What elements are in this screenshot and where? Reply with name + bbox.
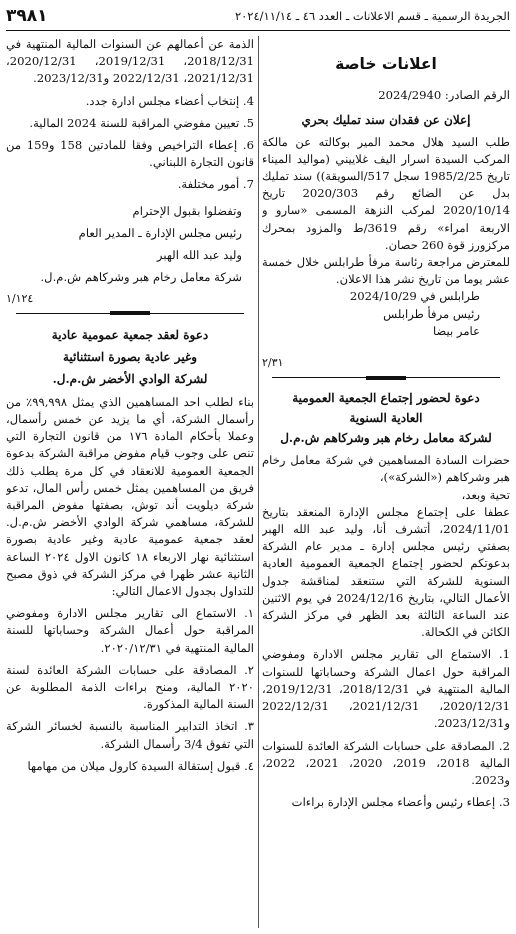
agenda-item: 2. المصادقة على حسابات الشركة العائدة للسنوات المالية 2018، 2019، 2020، 2021، 2022، و2023. — [262, 738, 510, 787]
closing-text: وتفضلوا بقبول الإحترام — [132, 203, 242, 218]
separator-rule — [16, 313, 244, 314]
agenda-item: ٢. المصادقة على حسابات الشركة العائدة لسنة ٢٠٢٠ المالية، ومنح براءات الذمة المطلوبة عن السنة المالية المذكورة. — [6, 662, 254, 712]
right-column — [262, 36, 510, 934]
announcement-number: ١/١٢٤ — [6, 291, 34, 305]
title-line: لشركة معامل رخام هبر وشركاهم ش.م.ل — [280, 431, 492, 446]
title-line: دعوة لعقد جمعية عمومية عادية — [51, 327, 209, 342]
signature-name: وليد عبد الله الهبر — [156, 247, 242, 262]
signature-block — [6, 200, 242, 288]
section-title: اعلانات خاصة — [335, 55, 437, 73]
signature-date: طرابلس في 2024/10/29 — [349, 289, 480, 304]
page-number: ٣٩٨١ — [6, 6, 48, 26]
header-rule — [6, 30, 510, 31]
agenda-item: 5. تعيين مفوضي المراقبة للسنة 2024 المالية. — [29, 115, 254, 130]
announcement-body: عطفا على إجتماع مجلس الإدارة المنعقد بتاريخ 2024/11/01، أتشرف أنا، وليد عبد الله الهبر بصفتي رئيس مجلس إدارة ـ مدير عام الشركة بدعوتكم لحضور إجتماع الجمعية العمومية العادية السنوية للشركة التي ستنعقد لمناقشة جدول الأعمال التالي، بتاريخ 2024/12/16 في يوم الاثنين عند الساعة الثالثة بعد الظهر في مركز الشركة الكائن في الكحالة. — [262, 504, 510, 640]
announcement-title — [6, 324, 254, 390]
announcement-intro: حضرات السادة المساهمين في شركة معامل رخام هبر وشركاهم («الشركة»)، — [262, 453, 510, 485]
separator-rule — [272, 377, 500, 378]
agenda-item: 6. إعطاء التراخيص وفقا للمادتين 158 و159 من قانون التجارة اللبناني. — [6, 138, 254, 170]
signature-company: شركة معامل رخام هبر وشركاهم ش.م.ل. — [40, 269, 242, 284]
announcement-body: طلب السيد هلال محمد المير بوكالته عن مالكة المركب السيدة اسرار اليف غلاييني (مواليد الميناء تاريخ 1985/2/25 سجل 517/السويقة)) سند تمليك بدل عن الضائع رقم 2020/303 تاريخ 2020/10/14 لمركب النزهة المسمى «سارو و الاربعة امراء» رقم 3619/ط والمزود بمحرك مركزورز قوة 260 حصان. — [262, 134, 510, 252]
page-header — [6, 4, 510, 28]
title-line: لشركة الوادي الأخضر ش.م.ل. — [52, 371, 208, 386]
title-line: العادية السنوية — [349, 411, 423, 426]
title-line: دعوة لحضور إجتماع الجمعية العمومية — [292, 391, 480, 406]
announcement-body: بناء لطلب احد المساهمين الذي يمثل ٩٩,٩٩٨٪ من رأسمال الشركة، أي ما يزيد عن خمس رأسمال، وعملا بأحكام المادة ١٧٦ من قانون التجارة التي تنص على وجوب قيام مفوض مراقبة الشركة بدعوة الجمعية العمومية للانعقاد في كل مرة يطلب ذلك فريق من المساهمين يمثل خمس رأس المال، تدعو شركة ديلويت أند توش، بصفتها مفوض المراقبة للشركة، مساهمي شركة الوادي الأخضر ش.م.ل. لعقد جمعية عمومية عادية وغير عادية بصورة استثنائية نهار الاربعاء ١٨ كانون الاول ٢٠٢٤ الساعة الثانية عشر ظهرا في مركز الشركة في ذوق مصبح للتداول بجدول الاعمال التالي: — [6, 394, 254, 599]
agenda-item: 4. إنتخاب أعضاء مجلس ادارة جدد. — [85, 93, 254, 108]
signature-name: عامر بيضا — [432, 323, 480, 338]
announcement-number: ٢/٣١ — [262, 356, 284, 370]
agenda-item: ١. الاستماع الى تقارير مجلس الادارة ومفوضي المراقبة حول أعمال الشركة وحساباتها للسنة المالية المنتهية في ٢٠٢٠/١٢/٣١. — [6, 606, 254, 655]
agenda-item: 3. إعطاء رئيس وأعضاء مجلس الإدارة براءات — [291, 795, 510, 810]
signature-block — [262, 288, 480, 340]
header-title: الجريدة الرسمية ـ قسم الاعلانات ـ العدد ٤٦ ـ ٢٠٢٤/١١/١٤ — [234, 9, 510, 23]
signature-role: رئيس مجلس الإدارة ـ المدير العام — [78, 225, 242, 240]
title-line: وغير عادية بصورة استثنائية — [62, 349, 198, 364]
announcement-objection: للمعترض مراجعة رئاسة مرفأ طرابلس خلال خمسة عشر يوما من تاريخ نشر هذا الاعلان. — [262, 255, 510, 287]
agenda-item: ٤. قبول إستقالة السيدة كارول ميلان من مهامها — [27, 758, 254, 773]
column-divider — [258, 36, 259, 928]
continuation-text: الذمة عن أعمالهم عن السنوات المالية المنتهية في 2018/12/31، 2019/12/31، 2020/12/31، 2021/12/31، 2022/12/31 و2023/12/31. — [6, 37, 254, 86]
reference-number: الرقم الصادر: 2024/2940 — [378, 88, 510, 103]
left-column — [6, 36, 254, 934]
announcement-greeting: تحية وبعد، — [461, 487, 510, 502]
signature-role: رئيس مرفأ طرابلس — [383, 306, 480, 321]
agenda-item: 7. أمور مختلفة. — [177, 177, 254, 192]
announcement-title: إعلان عن فقدان سند تمليك بحري — [301, 113, 471, 128]
announcement-title — [262, 388, 510, 448]
agenda-item: 1. الاستماع الى تقارير مجلس الادارة ومفوضي المراقبة حول اعمال الشركة وحساباتها للسنوات المالية المنتهية في 2018/12/31، 2019/12/31، 2020/12/31، 2021/12/31، 2022/12/31 و2023/12/31. — [262, 647, 510, 731]
agenda-item: ٣. اتخاذ التدابير المناسبة بالنسبة لخسائر الشركة التي تفوق 3/4 رأسمال الشركة. — [6, 719, 254, 751]
